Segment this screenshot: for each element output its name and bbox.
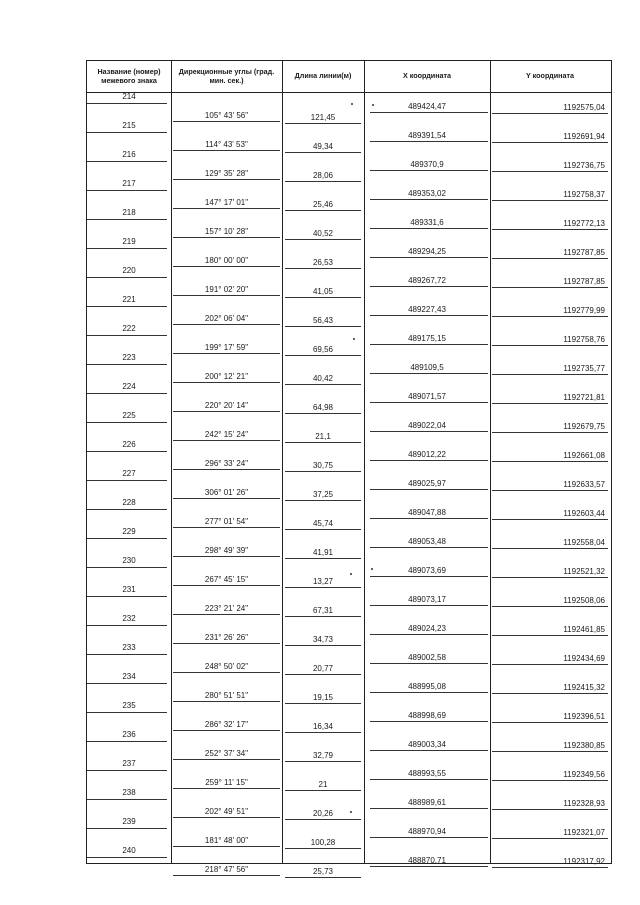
y-coordinate: 1192787,85 [563, 277, 605, 286]
scan-speck [353, 338, 355, 340]
segment-row [87, 455, 611, 484]
direction-angle: 259° 11' 15" [205, 778, 248, 787]
mark-name: 234 [122, 672, 136, 681]
mark-name: 226 [122, 440, 136, 449]
mark-name: 215 [122, 121, 136, 130]
direction-angle: 202° 06' 04" [204, 314, 249, 323]
angle-underline [173, 672, 280, 673]
segment-row [87, 716, 611, 745]
segment-row [87, 165, 611, 194]
segment-row [87, 513, 611, 542]
x-coordinate: 489175,15 [408, 334, 446, 343]
angle-underline [173, 846, 280, 847]
header-x-coordinate: X координата [402, 71, 452, 81]
segment-row [87, 629, 611, 658]
x-coordinate: 489267,72 [408, 276, 446, 285]
header-direction-angle: Дирекционные углы (град. мин. сек.) [178, 67, 275, 85]
y-coordinate: 1192758,76 [563, 335, 605, 344]
segment-row [87, 223, 611, 252]
mark-name: 239 [122, 817, 136, 826]
direction-angle: 105° 43' 56" [204, 111, 249, 120]
mark-name: 228 [122, 498, 136, 507]
x-coordinate: 489109,5 [410, 363, 444, 372]
segment-row [87, 107, 611, 136]
length-underline [285, 529, 361, 530]
mark-name: 223 [122, 353, 136, 362]
y-coordinate: 1192415,32 [563, 683, 605, 692]
y-coordinate: 1192349,56 [563, 770, 605, 779]
segment-row [87, 803, 611, 832]
x-coordinate: 489424,47 [408, 102, 446, 111]
y-coordinate: 1192779,99 [563, 306, 605, 315]
direction-angle: 199° 17' 59" [204, 343, 249, 352]
segment-row [87, 426, 611, 455]
x-coordinate: 489024,23 [408, 624, 446, 633]
length-underline [285, 239, 361, 240]
direction-angle: 306° 01' 26" [204, 488, 249, 497]
length-underline [285, 123, 361, 124]
line-length: 20,77 [312, 664, 334, 673]
line-length: 30,75 [312, 461, 334, 470]
line-length: 121,45 [310, 113, 336, 122]
line-length: 34,73 [312, 635, 334, 644]
x-coordinate: 489294,25 [408, 247, 446, 256]
line-length: 40,42 [312, 374, 334, 383]
mark-name: 217 [122, 179, 136, 188]
y-coordinate: 1192758,37 [563, 190, 605, 199]
direction-angle: 267° 45' 15" [204, 575, 249, 584]
segment-row [87, 600, 611, 629]
direction-angle: 220° 20' 14" [204, 401, 249, 410]
length-underline [285, 703, 361, 704]
x-coordinate: 489073,17 [408, 595, 446, 604]
direction-angle: 223° 21' 24" [204, 604, 249, 613]
y-coordinate: 1192772,13 [563, 219, 605, 228]
x-coordinate: 488870,71 [408, 856, 446, 865]
x-coordinate: 489047,88 [408, 508, 446, 517]
segment-row [87, 397, 611, 426]
direction-angle: 157° 10' 28" [204, 227, 249, 236]
angle-underline [173, 411, 280, 412]
mark-name: 231 [122, 585, 136, 594]
mark-name: 218 [122, 208, 136, 217]
line-length: 64,98 [312, 403, 334, 412]
y-coordinate: 1192380,85 [563, 741, 605, 750]
segment-row [87, 484, 611, 513]
line-length: 25,73 [312, 867, 334, 876]
direction-angle: 277° 01' 54" [204, 517, 249, 526]
direction-angle: 296° 33' 24" [204, 459, 249, 468]
mark-name: 237 [122, 759, 136, 768]
x-coordinate: 488989,61 [408, 798, 446, 807]
mark-name: 216 [122, 150, 136, 159]
angle-underline [173, 585, 280, 586]
direction-angle: 114° 43' 53" [205, 140, 248, 149]
segment-row [87, 542, 611, 571]
angle-underline [173, 817, 280, 818]
segment-row [87, 774, 611, 803]
segment-row [87, 832, 611, 861]
length-underline [285, 645, 361, 646]
scan-speck [371, 568, 373, 570]
length-underline [285, 210, 361, 211]
scan-speck [350, 573, 352, 575]
angle-underline [173, 875, 280, 876]
length-underline [285, 413, 361, 414]
segment-row [87, 745, 611, 774]
x-coordinate: 489227,43 [408, 305, 446, 314]
angle-underline [173, 324, 280, 325]
angle-underline [173, 730, 280, 731]
length-underline [285, 674, 361, 675]
length-underline [285, 326, 361, 327]
mark-name: 227 [122, 469, 136, 478]
length-underline [285, 616, 361, 617]
line-length: 69,56 [312, 345, 334, 354]
segment-row [87, 687, 611, 716]
scan-speck [351, 103, 353, 105]
length-underline [285, 471, 361, 472]
angle-underline [173, 121, 280, 122]
mark-name: 219 [122, 237, 136, 246]
length-underline [285, 761, 361, 762]
mark-name: 233 [122, 643, 136, 652]
angle-underline [173, 208, 280, 209]
direction-angle: 231° 26' 26" [204, 633, 249, 642]
angle-underline [173, 440, 280, 441]
mark-name: 220 [122, 266, 136, 275]
y-coordinate: 1192558,04 [563, 538, 605, 547]
length-underline [285, 587, 361, 588]
segment-row [87, 861, 611, 890]
x-coordinate: 489353,02 [408, 189, 446, 198]
x-coordinate: 489022,04 [408, 421, 446, 430]
mark-name: 225 [122, 411, 136, 420]
x-coordinate: 488993,55 [408, 769, 446, 778]
mark-name: 232 [122, 614, 136, 623]
direction-angle: 252° 37' 34" [204, 749, 249, 758]
x-coordinate: 489071,57 [408, 392, 446, 401]
segment-row [87, 252, 611, 281]
length-underline [285, 848, 361, 849]
y-coordinate: 1192691,94 [563, 132, 605, 141]
length-underline [285, 558, 361, 559]
line-length: 16,34 [312, 722, 334, 731]
x-coordinate: 489003,34 [408, 740, 446, 749]
mark-name: 222 [122, 324, 136, 333]
scan-speck [372, 104, 374, 106]
length-underline [285, 268, 361, 269]
line-length: 37,25 [312, 490, 334, 499]
direction-angle: 129° 35' 28" [204, 169, 249, 178]
direction-angle: 180° 00' 00" [204, 256, 249, 265]
line-length: 13,27 [312, 577, 334, 586]
line-length: 41,91 [312, 548, 334, 557]
angle-underline [173, 382, 280, 383]
line-length: 45,74 [312, 519, 334, 528]
y-coordinate: 1192461,85 [563, 625, 605, 634]
line-length: 41,05 [312, 287, 334, 296]
segment-row [87, 281, 611, 310]
line-length: 100,28 [310, 838, 336, 847]
y-coordinate: 1192317,92 [563, 857, 605, 866]
x-coordinate: 489391,54 [408, 131, 446, 140]
y-coordinate: 1192396,51 [563, 712, 605, 721]
length-underline [285, 819, 361, 820]
angle-underline [173, 469, 280, 470]
x-coordinate: 488995,08 [408, 682, 446, 691]
line-length: 40,52 [312, 229, 334, 238]
line-length: 21 [318, 780, 328, 789]
direction-angle: 298° 49' 39" [204, 546, 249, 555]
line-length: 21,1 [315, 432, 331, 441]
mark-name: 240 [122, 846, 136, 855]
x-coordinate: 489012,22 [408, 450, 446, 459]
length-underline [285, 500, 361, 501]
mark-name: 221 [122, 295, 136, 304]
length-underline [285, 790, 361, 791]
angle-underline [173, 701, 280, 702]
length-underline [285, 877, 361, 878]
x-coordinate: 489331,6 [410, 218, 444, 227]
y-coordinate: 1192508,06 [563, 596, 605, 605]
y-coordinate: 1192736,75 [563, 161, 605, 170]
mark-name: 214 [122, 92, 136, 101]
scan-speck [350, 811, 352, 813]
angle-underline [173, 643, 280, 644]
length-underline [285, 181, 361, 182]
line-length: 67,31 [312, 606, 334, 615]
y-coordinate: 1192633,57 [563, 480, 605, 489]
y-coordinate: 1192321,07 [563, 828, 605, 837]
y-coordinate: 1192521,32 [563, 567, 605, 576]
y-coordinate: 1192735,77 [563, 364, 605, 373]
x-coordinate: 489370,9 [410, 160, 444, 169]
line-length: 56,43 [312, 316, 334, 325]
mark-name: 230 [122, 556, 136, 565]
line-length: 19,15 [312, 693, 334, 702]
y-coordinate: 1192787,85 [563, 248, 605, 257]
header-y-coordinate: Y координата [526, 71, 574, 81]
angle-underline [173, 237, 280, 238]
angle-underline [173, 527, 280, 528]
direction-angle: 218° 47' 56" [204, 865, 249, 874]
x-coordinate: 489002,58 [408, 653, 446, 662]
angle-underline [173, 295, 280, 296]
y-coordinate: 1192328,93 [563, 799, 605, 808]
y-coordinate: 1192434,69 [563, 654, 605, 663]
length-underline [285, 732, 361, 733]
angle-underline [173, 556, 280, 557]
mark-name: 235 [122, 701, 136, 710]
line-length: 20,26 [312, 809, 334, 818]
header-mark-name: Название (номер) межевого знака [97, 67, 161, 85]
mark-underline [87, 103, 167, 104]
header-line-length: Длина линии(м) [294, 71, 352, 81]
y-coordinate: 1192575,04 [563, 103, 605, 112]
direction-angle: 147° 17' 01" [204, 198, 249, 207]
angle-underline [173, 614, 280, 615]
angle-underline [173, 266, 280, 267]
segment-row [87, 368, 611, 397]
mark-name: 224 [122, 382, 136, 391]
length-underline [285, 297, 361, 298]
angle-underline [173, 150, 280, 151]
direction-angle: 286° 32' 17" [204, 720, 249, 729]
x-coordinate: 489073,69 [408, 566, 446, 575]
angle-underline [173, 498, 280, 499]
direction-angle: 191° 02' 20" [204, 285, 249, 294]
length-underline [285, 384, 361, 385]
direction-angle: 200° 12' 21" [204, 372, 249, 381]
line-length: 28,06 [312, 171, 334, 180]
x-coordinate: 489025,97 [408, 479, 446, 488]
direction-angle: 280° 51' 51" [204, 691, 249, 700]
segment-row [87, 658, 611, 687]
segment-row [87, 136, 611, 165]
mark-name: 238 [122, 788, 136, 797]
y-coordinate: 1192679,75 [563, 422, 605, 431]
y-coordinate: 1192603,44 [563, 509, 605, 518]
angle-underline [173, 179, 280, 180]
mark-name: 236 [122, 730, 136, 739]
direction-angle: 181° 48' 00" [204, 836, 249, 845]
line-length: 26,53 [312, 258, 334, 267]
x-coordinate: 488998,69 [408, 711, 446, 720]
length-underline [285, 442, 361, 443]
angle-underline [173, 759, 280, 760]
segment-row [87, 571, 611, 600]
segment-row [87, 339, 611, 368]
line-length: 25,46 [312, 200, 334, 209]
direction-angle: 202° 49' 51" [204, 807, 249, 816]
length-underline [285, 152, 361, 153]
length-underline [285, 355, 361, 356]
line-length: 49,34 [312, 142, 334, 151]
x-coordinate: 489053,48 [408, 537, 446, 546]
direction-angle: 248° 50' 02" [204, 662, 249, 671]
x-coordinate: 488970,94 [408, 827, 446, 836]
mark-name: 229 [122, 527, 136, 536]
angle-underline [173, 788, 280, 789]
y-coordinate: 1192661,08 [563, 451, 605, 460]
y-coordinate: 1192721,81 [563, 393, 605, 402]
line-length: 32,79 [312, 751, 334, 760]
direction-angle: 242° 15' 24" [204, 430, 249, 439]
segment-row [87, 310, 611, 339]
segment-row [87, 194, 611, 223]
boundary-marks-table [86, 60, 612, 876]
angle-underline [173, 353, 280, 354]
